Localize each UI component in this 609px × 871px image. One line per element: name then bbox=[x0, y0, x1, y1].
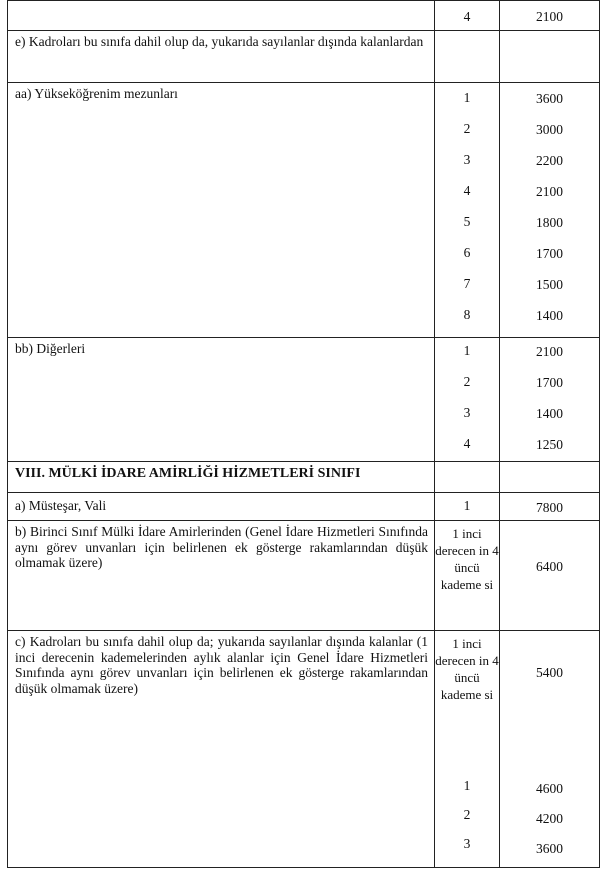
indicator-value: 3600 bbox=[536, 841, 563, 856]
step-number: 4 bbox=[463, 9, 471, 24]
description-cell bbox=[8, 631, 435, 868]
step-number: 3 bbox=[463, 152, 471, 167]
row-description: b) Birinci Sınıf Mülki İdare Amirlerinden (Genel İdare Hizmetleri Sınıfında aynı görev unvanları için belirlenen ek gösterge rakamlarından düşük olmamak üzere) bbox=[15, 524, 428, 570]
step-cell bbox=[435, 1, 500, 31]
indicator-value: 1400 bbox=[536, 406, 563, 421]
step-description: 1 inci derecen in 4 üncü kademe si bbox=[435, 636, 499, 702]
indicator-value: 6400 bbox=[536, 559, 563, 574]
indicator-value: 3000 bbox=[536, 122, 563, 137]
row-description: c) Kadroları bu sınıfa dahil olup da; yukarıda sayılanlar dışında kalanlar (1 inci derecenin kademelerinden aylık alanlar için Genel İdare Hizmetleri Sınıfında aynı görev unvanları için belirlenen ek gösterge rakamlarından düşük olmamak üzere) bbox=[15, 634, 428, 696]
step-cell bbox=[435, 83, 500, 338]
indicator-value: 4200 bbox=[536, 811, 563, 826]
table-row bbox=[8, 1, 600, 31]
description-cell bbox=[8, 83, 435, 338]
indicator-value: 2100 bbox=[536, 9, 563, 24]
value-cell bbox=[500, 1, 600, 31]
step-description: 1 inci derecen in 4 üncü kademe si bbox=[435, 526, 499, 592]
indicator-value: 2200 bbox=[536, 153, 563, 168]
value-cell bbox=[500, 338, 600, 462]
step-number: 1 bbox=[463, 778, 471, 793]
table-row bbox=[8, 83, 600, 338]
step-number: 4 bbox=[463, 436, 471, 451]
row-description: a) Müsteşar, Vali bbox=[15, 498, 107, 513]
indicator-table bbox=[7, 0, 600, 868]
indicator-value: 4600 bbox=[536, 781, 563, 796]
row-description: aa) Yükseköğrenim mezunları bbox=[15, 86, 178, 101]
section-title: VIII. MÜLKİ İDARE AMİRLİĞİ HİZMETLERİ SINIFI bbox=[15, 466, 361, 481]
section-row bbox=[8, 462, 600, 493]
step-number: 1 bbox=[463, 498, 471, 513]
table-row bbox=[8, 493, 600, 521]
indicator-value: 1400 bbox=[536, 308, 563, 323]
description-cell bbox=[8, 1, 435, 31]
step-cell bbox=[435, 493, 500, 521]
indicator-value: 2100 bbox=[536, 344, 563, 359]
description-cell bbox=[8, 338, 435, 462]
step-number: 1 bbox=[463, 90, 471, 105]
value-cell bbox=[500, 493, 600, 521]
step-number: 2 bbox=[463, 374, 471, 389]
indicator-value: 1700 bbox=[536, 246, 563, 261]
value-cell bbox=[500, 31, 600, 83]
indicator-value: 3600 bbox=[536, 91, 563, 106]
table-row bbox=[8, 31, 600, 83]
step-cell bbox=[435, 631, 500, 868]
indicator-value: 7800 bbox=[536, 500, 563, 515]
step-cell bbox=[435, 338, 500, 462]
step-number: 2 bbox=[463, 121, 471, 136]
section-title-cell bbox=[8, 462, 435, 493]
description-cell bbox=[8, 493, 435, 521]
step-number: 8 bbox=[463, 307, 471, 322]
indicator-value: 1250 bbox=[536, 437, 563, 452]
step-cell bbox=[435, 462, 500, 493]
step-number: 6 bbox=[463, 245, 471, 260]
row-description: e) Kadroları bu sınıfa dahil olup da, yukarıda sayılanlar dışında kalanlardan bbox=[15, 34, 424, 49]
table-row bbox=[8, 521, 600, 631]
step-cell bbox=[435, 31, 500, 83]
indicator-value: 5400 bbox=[536, 665, 563, 680]
value-cell bbox=[500, 462, 600, 493]
step-cell bbox=[435, 521, 500, 631]
step-number: 7 bbox=[463, 276, 471, 291]
description-cell bbox=[8, 521, 435, 631]
step-number: 4 bbox=[463, 183, 471, 198]
indicator-value: 1700 bbox=[536, 375, 563, 390]
step-number: 5 bbox=[463, 214, 471, 229]
value-cell bbox=[500, 631, 600, 868]
table-row bbox=[8, 631, 600, 868]
indicator-value: 1500 bbox=[536, 277, 563, 292]
step-number: 1 bbox=[463, 343, 471, 358]
value-cell bbox=[500, 521, 600, 631]
indicator-value: 2100 bbox=[536, 184, 563, 199]
row-description: bb) Diğerleri bbox=[15, 341, 86, 356]
value-cell bbox=[500, 83, 600, 338]
step-number: 3 bbox=[463, 836, 471, 851]
step-number: 3 bbox=[463, 405, 471, 420]
indicator-value: 1800 bbox=[536, 215, 563, 230]
table-row bbox=[8, 338, 600, 462]
step-number: 2 bbox=[463, 807, 471, 822]
description-cell bbox=[8, 31, 435, 83]
